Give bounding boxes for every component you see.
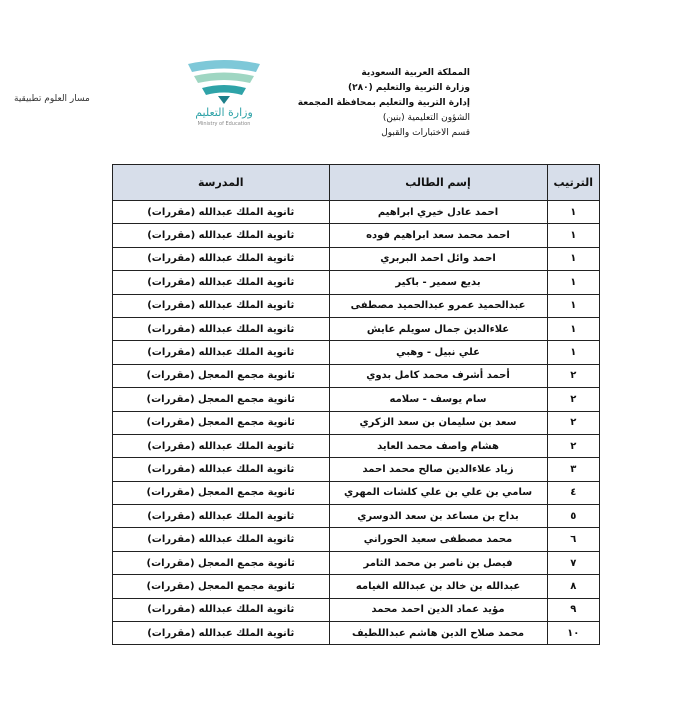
table-row [113, 622, 600, 645]
student-name-cell: علي نبيل - وهبي [329, 341, 547, 364]
table-row [113, 575, 600, 598]
school-cell: ثانوية الملك عبدالله (مقررات) [113, 458, 330, 481]
table-row [113, 528, 600, 551]
student-name-cell: عبدالله بن خالد بن عبدالله الغيامه [329, 575, 547, 598]
school-cell: ثانوية مجمع المعجل (مقررات) [113, 411, 330, 434]
table-row [113, 201, 600, 224]
table-row [113, 434, 600, 457]
rank-cell: ١ [547, 201, 600, 224]
logo-subtext: Ministry of Education [197, 121, 251, 127]
table-row [113, 458, 600, 481]
student-name-cell: محمد مصطفى سعيد الحوراني [329, 528, 547, 551]
header-line-1: المملكة العربية السعودية [361, 68, 470, 78]
track-label: مسار العلوم تطبيقية [14, 94, 90, 104]
student-name-cell: عبدالحميد عمرو عبدالحميد مصطفى [329, 294, 547, 317]
student-name-cell: سعد بن سليمان بن سعد الزكري [329, 411, 547, 434]
table-row [113, 411, 600, 434]
rank-cell: ٥ [547, 505, 600, 528]
school-cell: ثانوية الملك عبدالله (مقررات) [113, 341, 330, 364]
rank-cell: ١ [547, 247, 600, 270]
student-name-cell: علاءالدين جمال سويلم عايش [329, 317, 547, 340]
school-cell: ثانوية الملك عبدالله (مقررات) [113, 247, 330, 270]
rank-cell: ٢ [547, 388, 600, 411]
header-student-name: إسم الطالب [329, 165, 547, 201]
student-name-cell: بديع سمير - باكير [329, 271, 547, 294]
header-rank: الترتيب [547, 165, 600, 201]
rank-cell: ١ [547, 224, 600, 247]
logo-text: وزارة التعليم [195, 106, 253, 119]
student-name-cell: بداح بن مساعد بن سعد الدوسري [329, 505, 547, 528]
rank-cell: ٢ [547, 434, 600, 457]
rank-cell: ٧ [547, 551, 600, 574]
ministry-logo [184, 58, 264, 128]
rank-cell: ٢ [547, 364, 600, 387]
rank-cell: ١ [547, 294, 600, 317]
school-cell: ثانوية مجمع المعجل (مقررات) [113, 364, 330, 387]
header-line-2: وزارة التربية والتعليم (٢٨٠) [348, 83, 470, 93]
table-row [113, 247, 600, 270]
rank-cell: ٣ [547, 458, 600, 481]
header-line-5: قسم الاختبارات والقبول [381, 128, 470, 138]
header-school: المدرسة [113, 165, 330, 201]
rank-cell: ١٠ [547, 622, 600, 645]
school-cell: ثانوية الملك عبدالله (مقررات) [113, 224, 330, 247]
rank-cell: ١ [547, 317, 600, 340]
table-row [113, 505, 600, 528]
rank-cell: ٩ [547, 598, 600, 621]
letterhead [297, 66, 470, 141]
table-row [113, 598, 600, 621]
rank-cell: ٤ [547, 481, 600, 504]
school-cell: ثانوية الملك عبدالله (مقررات) [113, 271, 330, 294]
student-name-cell: احمد وائل احمد البربري [329, 247, 547, 270]
header-line-4: الشؤون التعليمية (بنين) [382, 113, 470, 123]
student-name-cell: محمد صلاح الدين هاشم عبداللطيف [329, 622, 547, 645]
table-row [113, 364, 600, 387]
school-cell: ثانوية مجمع المعجل (مقررات) [113, 388, 330, 411]
school-cell: ثانوية الملك عبدالله (مقررات) [113, 622, 330, 645]
rank-cell: ٨ [547, 575, 600, 598]
table-row [113, 294, 600, 317]
school-cell: ثانوية مجمع المعجل (مقررات) [113, 575, 330, 598]
results-table [112, 164, 600, 645]
school-cell: ثانوية الملك عبدالله (مقررات) [113, 317, 330, 340]
rank-cell: ٢ [547, 411, 600, 434]
table-row [113, 481, 600, 504]
student-name-cell: احمد محمد سعد ابراهيم فوده [329, 224, 547, 247]
student-name-cell: مؤيد عماد الدين احمد محمد [329, 598, 547, 621]
student-name-cell: زياد علاءالدين صالح محمد احمد [329, 458, 547, 481]
rank-cell: ١ [547, 271, 600, 294]
student-name-cell: هشام واصف محمد العايد [329, 434, 547, 457]
student-name-cell: سام يوسف - سلامه [329, 388, 547, 411]
school-cell: ثانوية مجمع المعجل (مقررات) [113, 551, 330, 574]
school-cell: ثانوية مجمع المعجل (مقررات) [113, 481, 330, 504]
school-cell: ثانوية الملك عبدالله (مقررات) [113, 598, 330, 621]
table-row [113, 388, 600, 411]
table-row [113, 551, 600, 574]
rank-cell: ١ [547, 341, 600, 364]
table-row [113, 271, 600, 294]
table-row [113, 317, 600, 340]
rank-cell: ٦ [547, 528, 600, 551]
student-name-cell: أحمد أشرف محمد كامل بدوي [329, 364, 547, 387]
school-cell: ثانوية الملك عبدالله (مقررات) [113, 528, 330, 551]
school-cell: ثانوية الملك عبدالله (مقررات) [113, 294, 330, 317]
student-name-cell: سامي بن علي بن علي كلشات المهري [329, 481, 547, 504]
student-name-cell: فيصل بن ناصر بن محمد الثامر [329, 551, 547, 574]
student-name-cell: احمد عادل خيري ابراهيم [329, 201, 547, 224]
table-row [113, 224, 600, 247]
school-cell: ثانوية الملك عبدالله (مقررات) [113, 201, 330, 224]
header-line-3: إدارة التربية والتعليم بمحافظة المجمعة [297, 98, 470, 108]
table-header-row [113, 165, 600, 201]
ministry-logo-icon [184, 58, 264, 108]
school-cell: ثانوية الملك عبدالله (مقررات) [113, 434, 330, 457]
school-cell: ثانوية الملك عبدالله (مقررات) [113, 505, 330, 528]
table-row [113, 341, 600, 364]
